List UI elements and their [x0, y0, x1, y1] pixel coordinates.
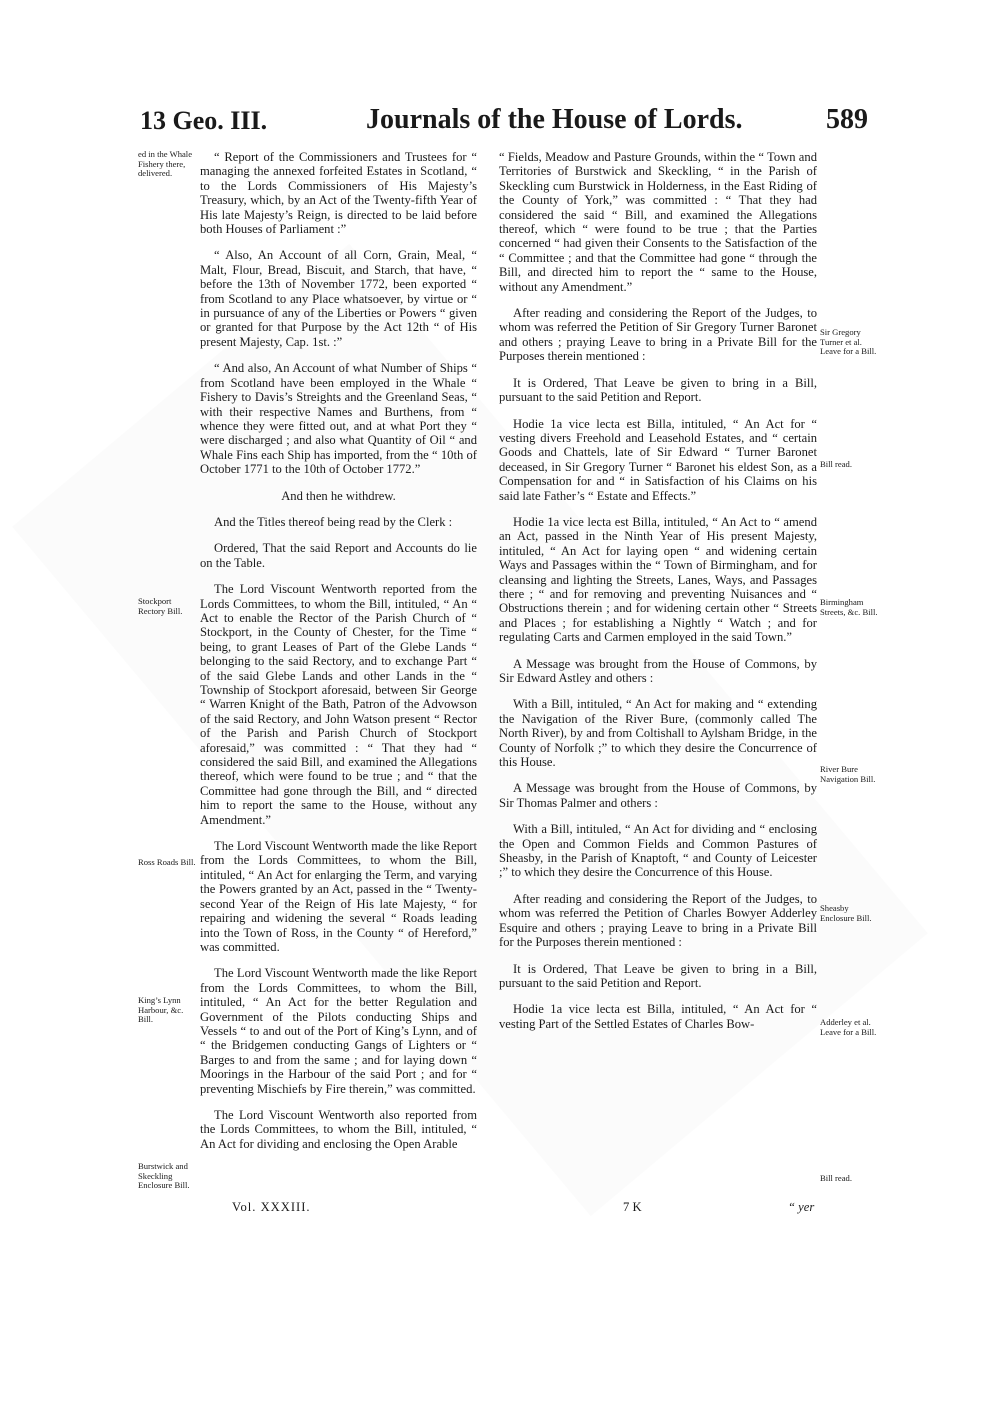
header-journal-title: Journals of the House of Lords. [366, 104, 743, 135]
paragraph-burstwick-report: The Lord Viscount Wentworth also reported from the Lords Committees, to whom the Bill, intituled, “ An Act for dividing and enclosing the Open Arable [200, 1107, 477, 1151]
paragraph-burstwick-continued: “ Fields, Meadow and Pasture Grounds, within the “ Town and Territories of Burstwick and Skeckling, “ in the Parish of Skeckling cum Burstwick in Holderness, in the East Riding of the County of York,” was committed : “ That they had considered the said “ Bill, and examined the Allegations thereof, which “ were found to be true ; that the Parties concerned “ had given their Consents to the Satisfaction of the “ Committee ; and that the Committee had gone “ through the Bill, and directed him to report the “ same to the House, without any Amendment.” [499, 150, 817, 294]
margin-note-kings-lynn: King’s Lynn Harbour, &c. Bill. [138, 995, 184, 1025]
paragraph-bure-bill: With a Bill, intituled, “ An Act for making and “ extending the Navigation of the River Bure, (commonly called The North River), by and from Coltishall to Aylsham Bridge, in the County of Norfolk ;” to which they desire the Concurrence of this House. [499, 697, 817, 770]
margin-note-turner: Sir Gregory Turner et al. Leave for a Bill. [820, 327, 877, 357]
paragraph-adderley-ordered: It is Ordered, That Leave be given to bring in a Bill, pursuant to the said Petition and Report. [499, 961, 817, 990]
paragraph-turner-ordered: It is Ordered, That Leave be given to bring in a Bill, pursuant to the said Petition and Report. [499, 375, 817, 405]
paragraph-message-palmer: A Message was brought from the House of Commons, by Sir Thomas Palmer and others : [499, 781, 817, 810]
paragraph-adderley-petition: After reading and considering the Report of the Judges, to whom was referred the Petition of Charles Bowyer Adderley Esquire and others ; praying Leave to bring in a Private Bill for the Purposes therein mentioned : [499, 891, 817, 950]
paragraph-ordered-table: Ordered, That the said Report and Accounts do lie on the Table. [200, 541, 477, 570]
paragraph-ross-report: The Lord Viscount Wentworth made the like Report from the Lords Committees, to whom the Bill, intituled, “ An Act for enlarging the Term, and varying the Powers granted by an Act, passed in the “ Twenty-second Year of the Reign of His late Majesty, “ for repairing and widening the several “ Roads leading into the Town of Ross, in the County “ of Hereford,” was committed. [200, 839, 477, 954]
margin-note-sheasby: Sheasby Enclosure Bill. [820, 903, 872, 923]
paragraph-titles-read: And the Titles thereof being read by the Clerk : [214, 514, 453, 529]
paragraph-message-astley: A Message was brought from the House of Commons, by Sir Edward Astley and others : [499, 656, 817, 685]
right-column [499, 150, 817, 1043]
paragraph-report-commissioners: “ Report of the Commissioners and Trustees for “ managing the annexed forfeited Estates in Scotland, “ to the Lords Commissioners of His Majesty’s Treasury, which, by an Act of the Twenty-fifth Year of His late Majesty’s Reign, is directed to be laid before both Houses of Parliament :” [200, 150, 477, 237]
margin-note-birmingham: Birmingham Streets, &c. Bill. [820, 597, 878, 617]
margin-note-burstwick: Burstwick and Skeckling Enclosure Bill. [138, 1161, 190, 1191]
page-number: 589 [826, 104, 868, 135]
margin-note-river-bure: River Bure Navigation Bill. [820, 764, 876, 784]
margin-note-stockport: Stockport Rectory Bill. [138, 596, 183, 616]
margin-note-whale-fishery: ed in the Whale Fishery there, delivered. [138, 149, 193, 179]
paragraph-account-corn: “ Also, An Account of all Corn, Grain, Meal, “ Malt, Flour, Bread, Biscuit, and Starch, that have, “ before the 13th of November 1772, been exported “ from Scotland to any Place whatsoever, by virtue or “ in pursuance of any of the Liberties or Powers “ given or granted for that Purpose by the Act 12th “ of His present Majesty, Cap. 1st. :” [200, 248, 477, 349]
left-column [200, 150, 477, 1163]
margin-note-bill-read-1: Bill read. [820, 459, 852, 469]
paragraph-birmingham-bill: Hodie 1a vice lecta est Billa, intituled, “ An Act to “ amend an Act, passed in the Ninth Year of His present Majesty, intituled, “ An Act for laying open “ and widening certain Ways and Passages within the “ Town of Birmingham, and for cleansing and lighting the Streets, Lanes, Ways, and Passages there ; “ and for removing and preventing Nuisances and “ Obstructions therein ; and for widening certain other “ Streets and Places ; for establishing a Nightly “ Watch ; and for regulating Carts and Carmen employed in the said Town.” [499, 514, 817, 645]
paragraph-turner-petition: After reading and considering the Report of the Judges, to whom was referred the Petition of Sir Gregory Turner Baronet and others ; praying Leave to bring in a Private Bill for the Purposes therein mentioned : [499, 306, 817, 364]
paragraph-lynn-report: The Lord Viscount Wentworth made the like Report from the Lords Committees, to whom the Bill, intituled, “ An Act for the better Regulation and Government of the Pilots conducting Ships and Vessels “ to and out of the Port of King’s Lynn, and of “ the Bridgemen conducting Gangs of Lighters or “ Barges to and from the same ; and for laying down “ Moorings in the Harbour of the said Port ; and for “ preventing Mischiefs by Fire therein,” was committed. [200, 966, 477, 1096]
page-header [0, 100, 992, 144]
paragraph-sheasby-bill: With a Bill, intituled, “ An Act for dividing and “ enclosing the Open and Common Fields and Common Pastures of Sheasby, in the Parish of Knaptoft, “ and County of Leicester ;” to which they desire the Concurrence of this House. [499, 822, 817, 880]
signature-mark: 7 K [623, 1200, 642, 1214]
margin-note-adderley: Adderley et al. Leave for a Bill. [820, 1017, 877, 1037]
paragraph-adderley-bill-read: Hodie 1a vice lecta est Billa, intituled, “ An Act for “ vesting Part of the Settled Estates of Charles Bow- [499, 1002, 817, 1031]
catchword: “ yer [788, 1200, 815, 1214]
paragraph-stockport-report: The Lord Viscount Wentworth reported from the Lords Committees, to whom the Bill, intituled, “ An “ Act to enable the Rector of the Parish Church of “ Stockport, in the County of Chester, for the Time “ being, to grant Leases of Part of the Glebe Lands “ belonging to the said Rectory, and to exchange Part “ of the said Glebe Lands and other Lands in the “ Township of Stockport aforesaid, between Sir George “ Warren Knight of the Bath, Patron of the Advowson of the said Rectory, and John Watson present “ Rector of the Parish and Parish Church of Stockport aforesaid,” was committed : “ That they had “ considered the said Bill, and examined the Allegations thereof, which were found to be true ; and “ that the Committee had gone through the Bill, and “ directed him to report the same to the House, without any Amendment.” [200, 582, 477, 827]
margin-note-ross-roads: Ross Roads Bill. [138, 857, 196, 867]
paragraph-withdrew: And then he withdrew. [281, 488, 396, 503]
paragraph-turner-bill-read: Hodie 1a vice lecta est Billa, intituled, “ An Act for “ vesting divers Freehold and Leasehold Estates, and “ certain Goods and Chattels, late of Sir Edward “ Turner Baronet deceased, in Sir Gregory Turner “ Baronet his eldest Son, as a Compensation for and “ in Satisfaction of his Claims on his said late Father’s “ Estate and Effects.” [499, 416, 817, 503]
paragraph-account-ships: “ And also, An Account of what Number of Ships “ from Scotland have been employed in the Whale “ Fishery to Davis’s Streights and the Greenland Seas, “ with their respective Names and Burthens, from “ whence they were fitted out, and at what Port they “ were discharged ; and also what Quantity of Oil “ and Whale Fins each Ship has imported, from the “ 10th of October 1771 to the 10th of October 1772.” [200, 361, 477, 477]
volume-label: Vol. XXXIII. [232, 1200, 311, 1214]
header-regnal-year: 13 Geo. III. [140, 106, 268, 135]
margin-note-bill-read-2: Bill read. [820, 1173, 852, 1183]
